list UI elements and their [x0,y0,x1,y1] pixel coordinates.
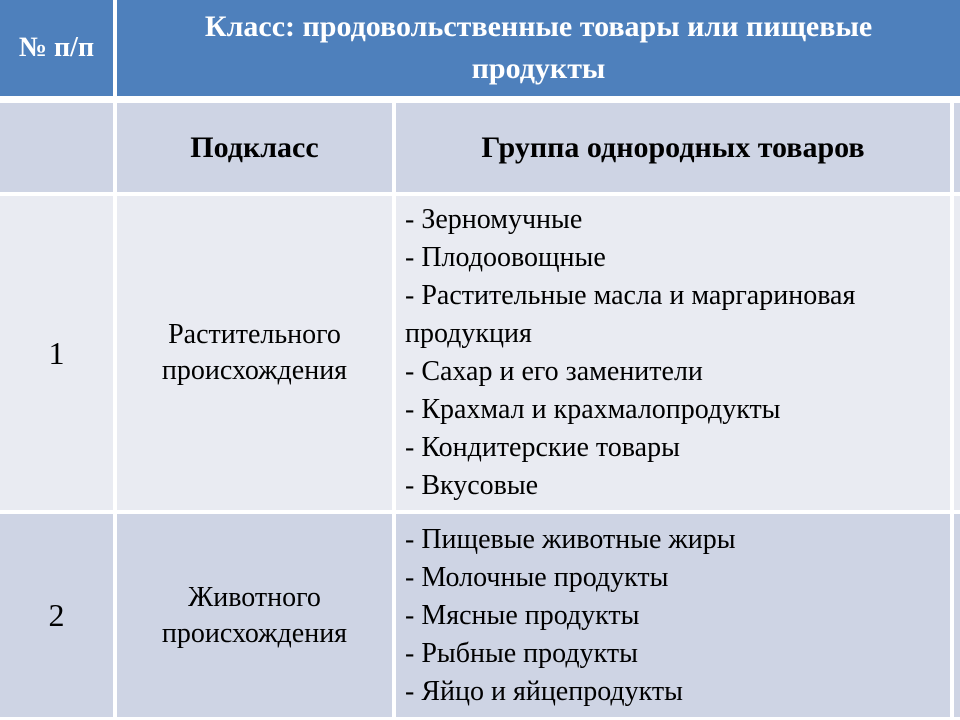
row1-subclass-cell: Растительного происхождения [117,196,392,510]
row2-group-list-cell [396,514,950,717]
row1-number-cell: 1 [0,196,113,510]
group-item: - Сахар и его заменители [405,356,703,387]
row1-group-list-cell [396,196,950,510]
row2-edge-sliver [954,514,960,717]
group-item: - Плодоовощные [405,242,606,273]
group-item: - Кондитерские товары [405,432,680,463]
group-item: - Яйцо и яйцепродукты [405,675,683,707]
group-item: - Растительные масла и маргариновая продукция [405,280,856,349]
header-number-cell: № п/п [0,0,113,96]
group-item: - Зерномучные [405,204,583,235]
group-item: - Пищевые животные жиры [405,523,736,555]
row2-number-cell: 2 [0,514,113,717]
group-item: - Рыбные продукты [405,637,638,669]
group-item: - Молочные продукты [405,561,669,593]
group-item: - Мясные продукты [405,599,640,631]
group-item: - Вкусовые [405,470,539,501]
subheader-empty-cell [0,103,113,192]
group-item: - Крахмал и крахмалопродукты [405,394,781,425]
row2-subclass-cell: Животного происхождения [117,514,392,717]
row1-edge-sliver [954,196,960,510]
subheader-subclass-cell: Подкласс [117,103,392,192]
subheader-edge-sliver [954,103,960,192]
subheader-group-cell: Группа однородных товаров [396,103,950,192]
header-class-title-cell: Класс: продовольственные товары или пищевые продукты [117,0,960,96]
